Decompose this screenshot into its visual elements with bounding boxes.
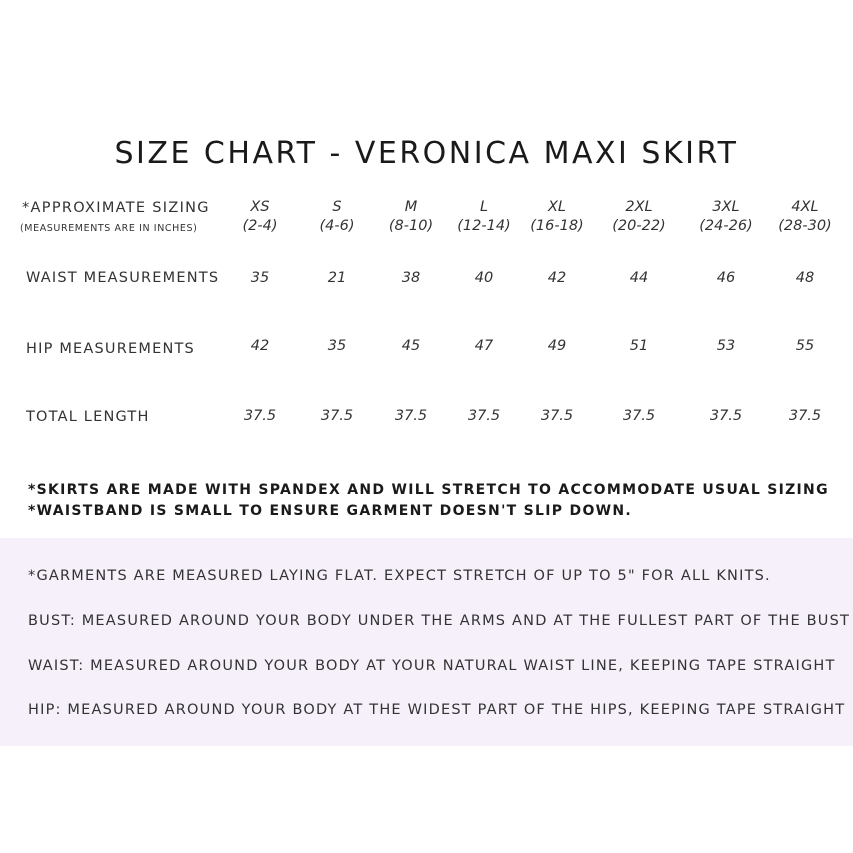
skirt-notes (28, 480, 829, 522)
row-label: HIP MEASUREMENTS (26, 341, 195, 357)
measurement-unit-note: (MEASUREMENTS ARE IN INCHES) (20, 223, 198, 234)
size-header (686, 198, 766, 236)
guide-hip: HIP: MEASURED AROUND YOUR BODY AT THE WIDEST PART OF THE HIPS, KEEPING TAPE STRAIGHT (28, 702, 846, 718)
table-cell: 37.5 (788, 408, 822, 424)
guide-bust: BUST: MEASURED AROUND YOUR BODY UNDER THE ARMS AND AT THE FULLEST PART OF THE BUST (28, 613, 851, 629)
size-name: 2XL (625, 199, 653, 215)
table-cell: 46 (716, 270, 736, 286)
size-header (444, 198, 524, 236)
size-header (599, 198, 679, 236)
table-cell: 37.5 (243, 408, 277, 424)
size-range: (8-10) (388, 218, 434, 234)
size-header (297, 198, 377, 236)
table-cell: 37.5 (320, 408, 354, 424)
table-cell: 42 (547, 270, 567, 286)
size-name: S (332, 199, 342, 215)
size-header (517, 198, 597, 236)
table-cell: 48 (795, 270, 815, 286)
size-range: (2-4) (242, 218, 278, 234)
table-cell: 40 (474, 270, 494, 286)
table-cell: 53 (716, 338, 736, 354)
size-range: (16-18) (530, 218, 584, 234)
row-label: TOTAL LENGTH (26, 409, 150, 425)
size-header (220, 198, 300, 236)
table-cell: 45 (401, 338, 421, 354)
size-name: 3XL (712, 199, 740, 215)
table-cell: 37.5 (709, 408, 743, 424)
size-range: (20-22) (612, 218, 666, 234)
size-range: (4-6) (319, 218, 355, 234)
note-spandex: *SKIRTS ARE MADE WITH SPANDEX AND WILL STRETCH TO ACCOMMODATE USUAL SIZING (28, 482, 829, 498)
table-cell: 35 (327, 338, 347, 354)
approx-sizing-label: *APPROXIMATE SIZING (22, 200, 210, 216)
guide-garments: *GARMENTS ARE MEASURED LAYING FLAT. EXPECT STRETCH OF UP TO 5" FOR ALL KNITS. (28, 568, 771, 584)
size-header (371, 198, 451, 236)
table-cell: 38 (401, 270, 421, 286)
row-label: WAIST MEASUREMENTS (26, 270, 220, 286)
size-range: (12-14) (457, 218, 511, 234)
page-title: SIZE CHART - VERONICA MAXI SKIRT (114, 136, 739, 171)
guide-waist: WAIST: MEASURED AROUND YOUR BODY AT YOUR NATURAL WAIST LINE, KEEPING TAPE STRAIGHT (28, 658, 836, 674)
size-name: L (479, 199, 489, 215)
table-cell: 47 (474, 338, 494, 354)
table-cell: 51 (629, 338, 649, 354)
note-waistband: *WAISTBAND IS SMALL TO ENSURE GARMENT DOESN'T SLIP DOWN. (28, 503, 633, 519)
size-range: (24-26) (699, 218, 753, 234)
table-cell: 21 (327, 270, 347, 286)
measuring-guide-panel (0, 538, 853, 746)
size-name: XS (250, 199, 270, 215)
table-cell: 37.5 (394, 408, 428, 424)
table-cell: 44 (629, 270, 649, 286)
size-header (765, 198, 845, 236)
table-cell: 49 (547, 338, 567, 354)
table-cell: 35 (250, 270, 270, 286)
size-name: M (404, 199, 418, 215)
table-cell: 37.5 (540, 408, 574, 424)
size-name: XL (547, 199, 566, 215)
table-cell: 37.5 (622, 408, 656, 424)
table-cell: 37.5 (467, 408, 501, 424)
size-range: (28-30) (778, 218, 832, 234)
size-name: 4XL (791, 199, 819, 215)
table-cell: 55 (795, 338, 815, 354)
table-cell: 42 (250, 338, 270, 354)
